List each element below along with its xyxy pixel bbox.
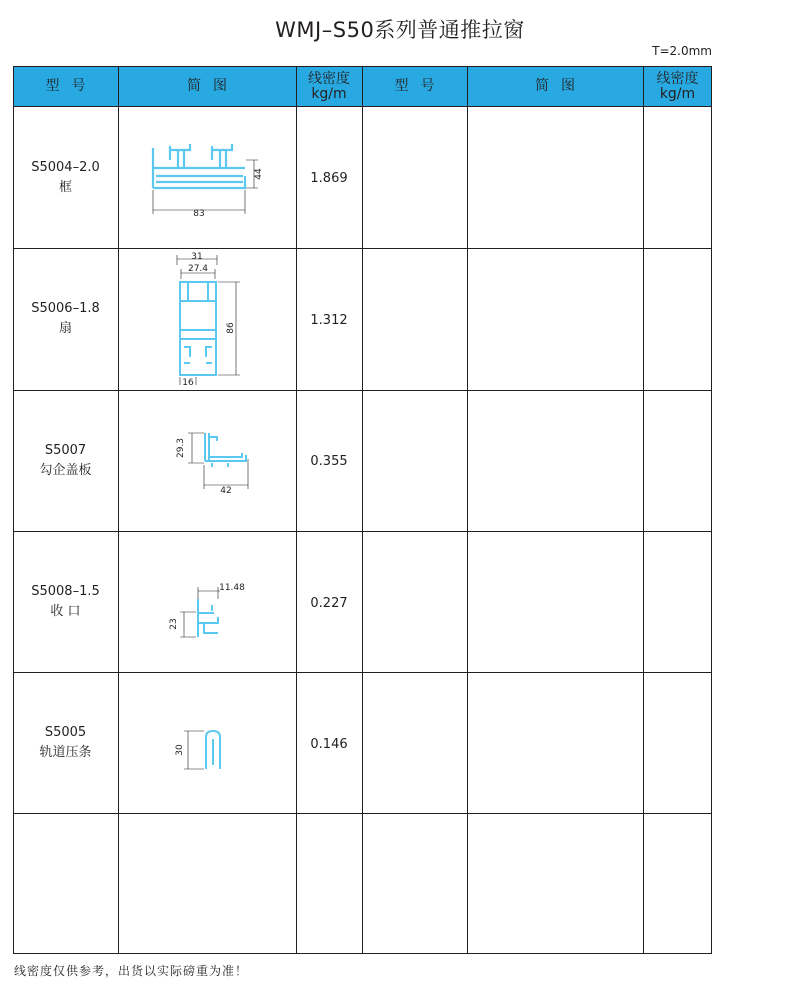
dim-label: 31 xyxy=(191,252,203,262)
row-weight: 1.869 xyxy=(310,171,348,186)
model-name: 收 口 xyxy=(50,604,81,619)
profile-drawing-closing-strip xyxy=(160,577,250,642)
header-density-2: 线密度 kg/m xyxy=(656,70,699,102)
row-model xyxy=(13,723,118,763)
row-weight: 0.355 xyxy=(310,454,348,469)
model-name: 轨道压条 xyxy=(39,745,92,760)
dim-label: 44 xyxy=(254,168,264,180)
row-model xyxy=(13,582,118,622)
dim-label: 16 xyxy=(182,378,194,388)
model-code: S5004–2.0 xyxy=(31,160,100,175)
profile-drawing-sash xyxy=(160,251,250,389)
dim-label: 29.3 xyxy=(176,437,186,459)
row-weight: 0.146 xyxy=(310,737,348,752)
page-title: WMJ–S50系列普通推拉窗 xyxy=(275,18,525,42)
dim-label: 86 xyxy=(226,322,236,334)
model-name: 框 xyxy=(58,180,72,195)
row-weight: 1.312 xyxy=(310,313,348,328)
profile-drawing-track-strip xyxy=(170,725,240,775)
grid-line xyxy=(118,66,119,954)
profile-drawing-cover-plate xyxy=(168,425,263,495)
footnote: 线密度仅供参考，出货以实际磅重为准！ xyxy=(14,964,249,978)
model-code: S5008–1.5 xyxy=(31,584,100,599)
model-code: S5006–1.8 xyxy=(31,301,100,316)
grid-line xyxy=(643,66,644,954)
dim-label: 27.4 xyxy=(187,264,209,274)
grid-line xyxy=(362,66,363,954)
dim-label: 42 xyxy=(220,486,232,495)
row-model xyxy=(13,299,118,339)
grid-line xyxy=(13,390,712,391)
row-model xyxy=(13,158,118,198)
wall-thickness-note: T=2.0mm xyxy=(652,44,712,58)
dim-label: 11.48 xyxy=(219,583,245,593)
dim-label: 83 xyxy=(193,209,205,219)
grid-line xyxy=(13,531,712,532)
model-name: 扇 xyxy=(58,321,72,336)
model-code: S5005 xyxy=(44,725,87,740)
grid-line xyxy=(13,813,712,814)
grid-line xyxy=(13,672,712,673)
header-drawing-2: 简图 xyxy=(535,78,587,94)
grid-line xyxy=(467,66,468,954)
header-density: 线密度 kg/m xyxy=(308,70,350,102)
grid-line xyxy=(296,66,297,954)
model-name: 勾企盖板 xyxy=(39,463,92,478)
dim-label: 30 xyxy=(175,744,185,756)
grid-line xyxy=(13,248,712,249)
model-code: S5007 xyxy=(44,443,87,458)
row-weight: 0.227 xyxy=(310,596,348,611)
header-model-2: 型号 xyxy=(394,78,447,94)
header-model: 型号 xyxy=(45,78,98,94)
dim-label: 23 xyxy=(169,618,179,630)
header-drawing: 简图 xyxy=(187,78,239,94)
row-model xyxy=(13,441,118,481)
profile-drawing-frame xyxy=(140,138,290,223)
